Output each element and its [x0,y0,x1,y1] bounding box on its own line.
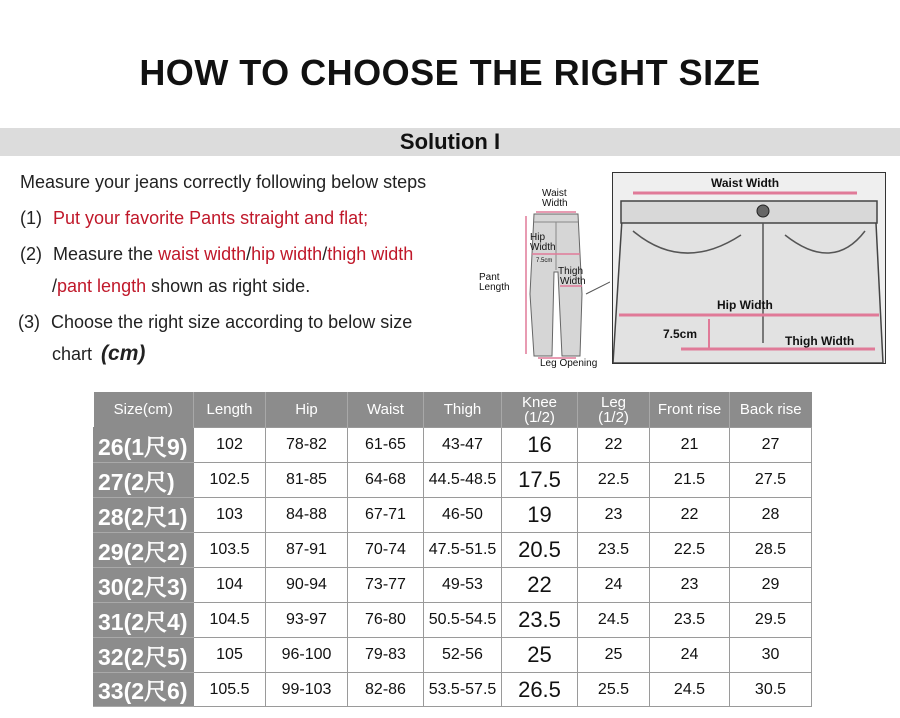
cell-back-rise: 27.5 [730,463,812,498]
step-2-thigh: thigh width [327,244,414,264]
col-header-hip: Hip [266,392,348,428]
cell-length: 103.5 [194,533,266,568]
jeans-photo-illustration [613,173,885,363]
step-1-number: (1) [20,208,42,228]
col-header-thigh: Thigh [424,392,502,428]
diagram-hip-label-2: Width [530,242,556,253]
cell-length: 102 [194,428,266,463]
cell-thigh: 43-47 [424,428,502,463]
cell-leg: 22.5 [578,463,650,498]
cell-thigh: 47.5-51.5 [424,533,502,568]
cell-thigh: 53.5-57.5 [424,673,502,707]
panel-hip-label: Hip Width [717,298,773,312]
col-header-length: Length [194,392,266,428]
cell-hip: 87-91 [266,533,348,568]
section-title: Solution I [399,129,501,154]
cell-knee: 17.5 [502,463,578,498]
cell-front-rise: 24 [650,638,730,673]
cell-size: 28(2尺1) [94,498,194,533]
cell-knee: 26.5 [502,673,578,707]
cell-back-rise: 28 [730,498,812,533]
cell-back-rise: 28.5 [730,533,812,568]
jeans-measure-diagram [476,182,610,368]
cell-size: 33(2尺6) [94,673,194,707]
cell-size: 30(2尺3) [94,568,194,603]
cell-thigh: 46-50 [424,498,502,533]
cell-hip: 90-94 [266,568,348,603]
size-table [93,392,812,707]
diagram-connector [586,282,610,294]
cell-size: 29(2尺2) [94,533,194,568]
cell-leg: 22 [578,428,650,463]
cell-length: 105 [194,638,266,673]
cell-waist: 67-71 [348,498,424,533]
cell-front-rise: 21.5 [650,463,730,498]
step-2-slash-3: / [52,276,58,296]
cell-length: 104.5 [194,603,266,638]
cell-waist: 70-74 [348,533,424,568]
col-header-leg: Leg (1/2) [578,392,650,428]
table-row [94,638,812,673]
cell-leg: 23.5 [578,533,650,568]
table-row [94,603,812,638]
cell-leg: 24 [578,568,650,603]
size-chart [93,392,811,707]
cell-knee: 20.5 [502,533,578,568]
step-3-text: Choose the right size according to below size [51,312,413,332]
step-3-number: (3) [18,312,40,332]
col-header-size: Size(cm) [94,392,194,428]
cell-knee: 22 [502,568,578,603]
cell-hip: 96-100 [266,638,348,673]
cell-knee: 19 [502,498,578,533]
cell-hip: 93-97 [266,603,348,638]
cell-size: 26(1尺9) [94,428,194,463]
cell-leg: 23 [578,498,650,533]
cell-back-rise: 29.5 [730,603,812,638]
diagram-leg-opening-label: Leg Opening [540,358,598,368]
cell-thigh: 50.5-54.5 [424,603,502,638]
diagram-mark-label: 7.5cm [536,258,553,264]
step-2-slash-2: / [322,244,328,264]
cell-knee: 25 [502,638,578,673]
cell-knee: 23.5 [502,603,578,638]
diagram-waist-label-2: Width [542,198,568,209]
cell-length: 105.5 [194,673,266,707]
step-3-unit: (cm) [101,342,146,365]
diagram-pant-label-1: Pant [479,272,500,283]
table-row [94,533,812,568]
cell-hip: 81-85 [266,463,348,498]
cell-back-rise: 29 [730,568,812,603]
step-2-text: Measure the [53,244,154,264]
cell-front-rise: 23.5 [650,603,730,638]
cell-front-rise: 23 [650,568,730,603]
cell-length: 102.5 [194,463,266,498]
step-3 [18,312,412,333]
jeans-waistband [621,201,877,223]
cell-length: 104 [194,568,266,603]
cell-front-rise: 22.5 [650,533,730,568]
instructions-intro: Measure your jeans correctly following below steps [20,172,427,192]
table-row [94,498,812,533]
jeans-button-icon [757,205,769,217]
cell-waist: 61-65 [348,428,424,463]
table-header-row [94,392,812,428]
panel-waist-label: Waist Width [711,176,780,190]
cell-thigh: 49-53 [424,568,502,603]
step-2-number: (2) [20,244,42,264]
step-2-slash-1: / [246,244,252,264]
cell-waist: 64-68 [348,463,424,498]
cell-size: 27(2尺) [94,463,194,498]
cell-knee: 16 [502,428,578,463]
cell-back-rise: 30 [730,638,812,673]
panel-mark-label: 7.5cm [663,327,698,341]
cell-front-rise: 24.5 [650,673,730,707]
cell-waist: 79-83 [348,638,424,673]
panel-thigh-label: Thigh Width [785,334,855,348]
section-band [0,128,900,156]
cell-back-rise: 30.5 [730,673,812,707]
diagram-pant-label-2: Length [479,282,510,293]
step-2-continued [52,276,310,297]
col-header-knee: Knee (1/2) [502,392,578,428]
cell-leg: 25 [578,638,650,673]
cell-thigh: 44.5-48.5 [424,463,502,498]
diagram-thigh-label-1: Thigh [558,266,584,277]
cell-waist: 73-77 [348,568,424,603]
cell-size: 31(2尺4) [94,603,194,638]
step-2-length: pant length [57,276,147,296]
cell-back-rise: 27 [730,428,812,463]
cell-size: 32(2尺5) [94,638,194,673]
table-row [94,428,812,463]
col-header-back-rise: Back rise [730,392,812,428]
page-title: HOW TO CHOOSE THE RIGHT SIZE [139,52,761,93]
cell-leg: 25.5 [578,673,650,707]
diagram-thigh-label-2: Width [560,276,586,287]
cell-hip: 78-82 [266,428,348,463]
cell-hip: 84-88 [266,498,348,533]
table-row [94,463,812,498]
step-1 [20,208,368,229]
cell-length: 103 [194,498,266,533]
cell-hip: 99-103 [266,673,348,707]
step-3-chart-word: chart [52,344,93,364]
table-body [94,428,812,707]
step-2-hip: hip width [251,244,323,264]
diagram-hip-label-1: Hip [530,232,546,243]
cell-waist: 76-80 [348,603,424,638]
step-3-continued [52,342,145,366]
diagram-waist-label-1: Waist [542,188,567,199]
step-1-text: Put your favorite Pants straight and flat; [53,208,369,228]
cell-waist: 82-86 [348,673,424,707]
cell-front-rise: 21 [650,428,730,463]
table-row [94,673,812,707]
step-2-rest: shown as right side. [151,276,311,296]
table-row [94,568,812,603]
cell-front-rise: 22 [650,498,730,533]
col-header-front-rise: Front rise [650,392,730,428]
col-header-waist: Waist [348,392,424,428]
cell-leg: 24.5 [578,603,650,638]
step-2-waist: waist width [158,244,247,264]
cell-thigh: 52-56 [424,638,502,673]
jeans-photo-panel [612,172,886,364]
step-2 [20,244,413,265]
